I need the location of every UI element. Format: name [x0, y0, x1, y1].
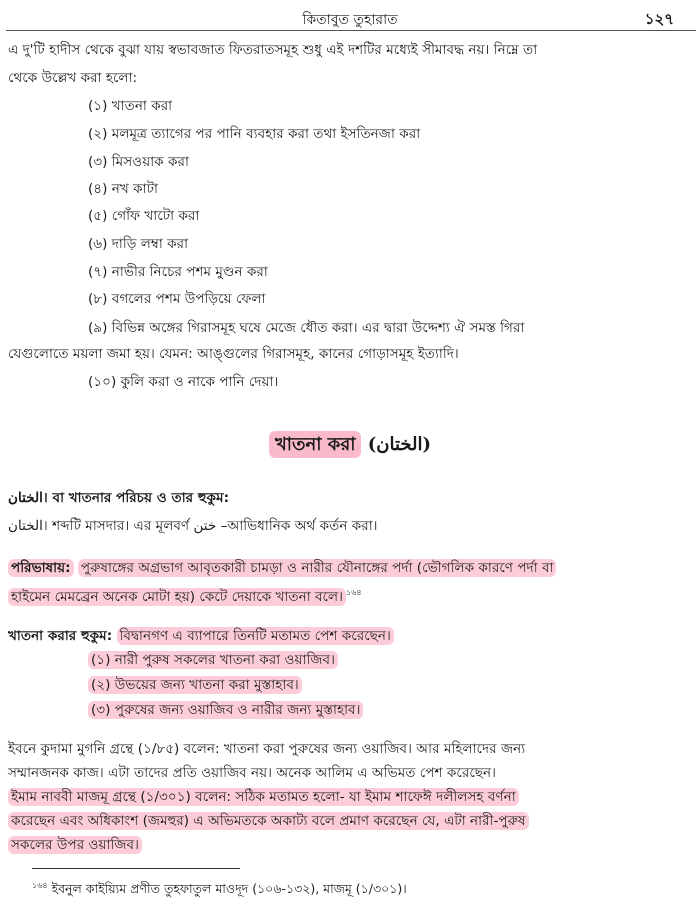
fitra-item-6: (৬) দাড়ি লম্বা করা [88, 236, 189, 252]
ruling-opinion-3: (৩) পুরুষের জন্য ওয়াজিব ও নারীর জন্য মুস্তাহাব। [88, 700, 363, 720]
terminology-line-1 [8, 558, 556, 578]
ibn-qudama-line-1: ইবনে কুদামা মুগনি গ্রন্থে (১/৮৫) বলেন: খাতনা করা পুরুষের জন্য ওয়াজিব। আর মহিলাদের জন্য [8, 741, 526, 757]
fitra-item-1: (১) খাতনা করা [88, 98, 173, 114]
fitra-item-2: (২) মলমূত্র ত্যাগের পর পানি ব্যবহার করা তথা ইসতিনজা করা [88, 126, 421, 142]
footnote-reference: ১৬৪ [346, 588, 362, 597]
ruling-opinion-2: (২) উভয়ের জন্য খাতনা করা মুস্তাহাব। [88, 675, 302, 695]
definition-word-arabic: الختان [8, 518, 43, 534]
definition-title-arabic: الختان [8, 490, 43, 506]
intro-line-1: এ দু'টি হাদীস থেকে বুঝা যায় স্বভাবজাত ফিতরাতসমূহ শুধু এই দশটির মধ্যেই সীমাবদ্ধ নয়। নিম্নে তা [8, 42, 538, 58]
terminology-text-1: পুরুষাঙ্গের অগ্রভাগ আবৃতকারী চামড়া ও নারীর যৌনাঙ্গের পর্দা (ভৌগলিক কারণে পর্দা বা [78, 559, 557, 577]
section-heading [0, 430, 700, 461]
fitra-item-9-line-1: (৯) বিভিন্ন অঙ্গের গিরাসমূহ ঘষে মেজে ধৌত করা। এর দ্বারা উদ্দেশ্য ঐ সমস্ত গিরা [88, 320, 525, 336]
definition-mid-text: । শব্দটি মাসদার। এর মূলবর্ণ [42, 518, 190, 534]
section-heading-arabic: (الختان) [367, 434, 432, 455]
nawawi-line-3: সকলের উপর ওয়াজিব। [8, 835, 142, 855]
running-header-title: কিতাবুত তুহারাত [302, 12, 398, 28]
header-rule [6, 30, 696, 31]
nawawi-line-1: ইমাম নাববী মাজমূ গ্রন্থে (১/৩০১) বলেন: সঠিক মতামত হলো- যা ইমাম শাফেঈ দলীলসহ বর্ণনা [8, 787, 519, 807]
terminology-text-2: হাইমেন মেমব্রেন অনেক মোটা হয়) কেটে দেয়াকে খাতনা বলে। [8, 588, 346, 606]
fitra-item-9-line-2: যেগুলোতে ময়লা জমা হয়। যেমন: আঙ্গুলের গিরাসমূহ, কানের গোড়াসমূহ ইত্যাদি। [8, 346, 459, 362]
nawawi-line-2: করেছেন এবং অধিকাংশ (জমহুর) এ অভিমতকে অকাট্য বলে প্রমাণ করেছেন যে, এটা নারী-পুরুষ [8, 811, 529, 831]
definition-title [8, 488, 229, 508]
ruling-opinion-1: (১) নারী পুরুষ সকলের খাতনা করা ওয়াজিব। [88, 650, 338, 670]
footnote-number: ১৬৪ [32, 881, 48, 890]
page-number: ১২৭ [644, 10, 674, 28]
fitra-item-4: (৪) নখ কাটা [88, 181, 158, 197]
ruling-intro [8, 626, 394, 646]
definition-title-text: । বা খাতনার পরিচয় ও তার হুকুম: [42, 490, 230, 506]
fitra-item-5: (৫) গোঁফ খাটো করা [88, 208, 200, 224]
fitra-item-8: (৮) বগলের পশম উপড়িয়ে ফেলা [88, 291, 266, 307]
terminology-label: পরিভাষায়: [8, 559, 74, 577]
footnote-rule [32, 868, 240, 869]
footnote [32, 880, 407, 901]
intro-line-2: থেকে উল্লেখ করা হলো: [8, 70, 138, 86]
footnote-text: ইবনুল কাইয়্যিম প্রণীত তুহফাতুল মাওদূদ (১০৬-১৩২), মাজমূ (১/৩০১)। [51, 881, 407, 897]
definition-root-arabic: ختن [193, 518, 217, 534]
ibn-qudama-line-2: সম্মানজনক কাজ। এটা তাদের প্রতি ওয়াজিব নয়। অনেক আলিম এ অভিমত পেশ করেছেন। [8, 765, 497, 781]
ruling-label: খাতনা করার হুকুম: [8, 628, 113, 644]
definition-end-text: –আভিধানিক অর্থ কর্তন করা। [220, 518, 378, 534]
fitra-item-3: (৩) মিসওয়াক করা [88, 154, 189, 170]
terminology-line-2 [8, 583, 362, 607]
section-heading-bengali: খাতনা করা [269, 431, 362, 458]
fitra-item-7: (৭) নাভীর নিচের পশম মুণ্ডন করা [88, 264, 268, 280]
fitra-item-10: (১০) কুলি করা ও নাকে পানি দেয়া। [88, 374, 279, 390]
definition-line [8, 516, 378, 536]
ruling-intro-text: বিদ্বানগণ এ ব্যাপারে তিনটি মতামত পেশ করেছেন। [117, 627, 394, 645]
